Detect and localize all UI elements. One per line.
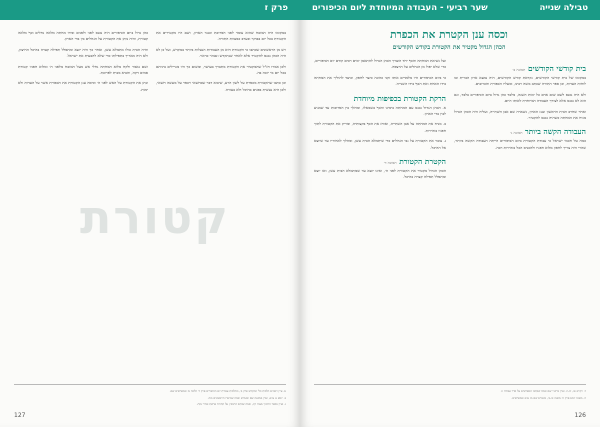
paragraph: וכן כתבו שהקטורת מכפרת על לשון הרע, שיבוא דבר שבחשאי ויכפר על מעשה חשאי, ולכן היא נעשית בפנים בהיכל ולא בעזרה. bbox=[156, 80, 286, 92]
paragraph: כמה טל חכמי ישראל כי עבודת הקטורת ביום הכיפורים הייתה העבודה הקשה ביותר, שהרי היה צריך לחפון מלוא חפניו ולהכניס הכל בזהירות רבה. bbox=[454, 138, 586, 150]
right-column-1 bbox=[454, 58, 586, 155]
paragraph: כי ביום הכיפורים היו מלמדים אותו זקני כהונה כיצד לחפון, וכיצד להוליך את המחתה בידו האחת ואת הכף בידו השנייה. bbox=[314, 74, 446, 87]
footnote: א. עיין רמב״ם הלכות כלי המקדש פרק ב׳, ובהלכות עבודת יום הכיפורים פרק ד׳ הלכה א׳ ובמפרשים שם. bbox=[169, 389, 286, 393]
right-banner-section: טבילה שנייה bbox=[539, 3, 588, 13]
paragraph: ועל נשיאת המחתה והכף יחד הוצרך הכהן הגדול להתאמן ימים רבים קודם יום הכיפורים, כדי שלא יפול מן הגחלים על הרצפה. bbox=[314, 58, 446, 70]
section-heading-note: תמונה ג׳ bbox=[510, 130, 523, 136]
paragraph: כהן גדול ביום הכיפורים היה נכנס לפני ולפנים ובידו מחתה מלאה גחלים וכף מלאה קטורת, והיה נותן את הקטורת על הגחלים בין בדי הארון. bbox=[18, 30, 148, 42]
section-heading bbox=[454, 64, 586, 73]
right-page bbox=[300, 0, 600, 427]
chapter-title: וכסה ענן הקטרת את הכפרת bbox=[390, 29, 508, 41]
left-column-2 bbox=[18, 30, 148, 97]
section-heading-text: העבודה הקשה ביותר bbox=[525, 127, 586, 137]
section-heading-text: הקטרת הקטורת bbox=[399, 157, 446, 167]
section-heading bbox=[314, 157, 446, 166]
paragraph: ג. צובר את הקטורת על גבי הגחלים כדי שיתמלא הבית עשן, ומהלך לאחוריו עד שיוצא אל ההיכל. bbox=[314, 138, 446, 150]
paragraph: א. הכהן הגדול נכנס עם המחתה בימינו והכף בשמאלו, ומהלך בין הפרוכות עד שמגיע לבין בדי הארון. bbox=[314, 104, 446, 117]
right-banner-label: שער רביעי - העבודה המיוחדת ליום הכיפורים bbox=[312, 3, 488, 13]
paragraph: ונתן את הקטורת על האש לפני ה׳ וכיסה ענן הקטורת את הכפורת אשר על העדות ולא ימות. bbox=[18, 80, 148, 92]
footnote: ב. יומא נג ע״א, ועיין במשנה שם ובגמרא ובמה שביארו הראשונים בזה. bbox=[207, 395, 286, 400]
paragraph: והיה הבית כולו מתמלא עשן, ואחר כך היה יוצא ומתפלל תפילה קצרה בהיכל החיצון, ולא היה מאריך בתפילתו כדי שלא להבעית את ישראל. bbox=[18, 46, 148, 59]
paragraph: במקומו של בית קודשי הקודשים, נקראת קודש הקודשים, היה נמצא ארון הברית ובו לוחות העדות, וכן ספר התורה שכתב משה רבינו, ומעליו הכפורת והכרובים. bbox=[454, 75, 586, 87]
paragraph: ואחר שחרב הבית הראשון ונגנז הארון, נשארה שם אבן השתייה, ועליה היה הכהן הגדול מניח את המחתה כשהיה נכנס להקטיר. bbox=[454, 108, 586, 121]
left-banner-label: פרק ז bbox=[264, 3, 288, 13]
right-header-banner bbox=[300, 0, 600, 20]
footnote: ג. ועיין בספר החינוך מצוה קיג, ובמה שכתב הרמב״ן על התורה פרשת אחרי מות. bbox=[196, 402, 286, 407]
left-header-banner bbox=[0, 0, 300, 20]
footnote: ה. משנה יומא פרק ה׳ משנה א׳-ב׳, ובגמרא שם מז ע״א ובמפרשים. bbox=[511, 395, 586, 400]
paragraph: ויש מן הראשונים שכתבו כי הקטורת היא מן העבודות הנעלות ביותר במקדש, ועל כן לא היה הכהן נכנס להקטיר אלא לאחר שנתקדש ונטהר כראוי. bbox=[156, 46, 286, 59]
left-footnotes bbox=[14, 389, 286, 409]
paragraph: ולא היה נכנס לשם שום אדם כל ימות השנה, מלבד כהן גדול ביום הכיפורים בלבד, וגם הוא לא נכנס אלא לצורך העבודה המיוחדת לאותו היום. bbox=[454, 91, 586, 104]
paragraph: ב. מניח את המחתה על אבן השתייה, ואוחז את הכף בקצותיה, ומריק את הקטורת לתוך חפניו בזהירות. bbox=[314, 121, 446, 133]
footnote: ד. ויקרא טז, יב-יג. ועיין ברש״י שם ובמה שכתבו המפרשים על סדר עבודה זו. bbox=[500, 389, 586, 393]
section-heading bbox=[454, 127, 586, 136]
section-heading-note: תמונה ב׳ bbox=[512, 67, 526, 72]
left-page-number: 127 bbox=[14, 412, 26, 419]
chapter-subtitle: הכהן הגדול מקטיר את הקטורת בקודש הקודשים bbox=[392, 44, 506, 51]
paragraph: במקומו היה המזבח שהוא עומד לפני הפרוכת וכנגד הארון, ושם היו מקטירים את הקטורת בכל יום בבוקר ובערב כמצוות התורה. bbox=[156, 30, 286, 42]
section-heading-text: בית קודשי הקודשים bbox=[527, 64, 586, 73]
right-footnote-divider bbox=[314, 384, 586, 385]
left-watermark: קטורת bbox=[79, 190, 231, 244]
left-footnote-divider bbox=[14, 384, 286, 385]
paragraph: ושם נאמר ולקח מלוא המחתה גחלי אש מעל המזבח מלפני ה׳ ומלוא חפניו קטורת סמים דקה, והביא מבית לפרוכת. bbox=[18, 63, 148, 76]
left-column-1 bbox=[156, 30, 286, 97]
right-page-number: 126 bbox=[574, 412, 586, 419]
section-heading-note: תמונה ד׳ bbox=[383, 160, 397, 166]
paragraph: הכהן הגדול מקטיר את הקטורת לפני ה׳, ואינו יוצא עד שמתמלא הבית עשן, ואז יוצא ומתפלל תפילה קצרה בהיכל. bbox=[314, 168, 446, 180]
section-heading bbox=[314, 94, 446, 103]
right-column-2 bbox=[314, 58, 446, 185]
paragraph: ולכן אמרו חז"ל שהמקטיר את הקטורת מתברך בעושר, ומשום כך היו מגרילים ביניהם בכל יום מי יזכה בה. bbox=[156, 63, 286, 76]
right-footnotes bbox=[314, 389, 586, 402]
section-heading-text: הרקת הקטורת בכפיפות מיוחדת bbox=[353, 93, 446, 103]
